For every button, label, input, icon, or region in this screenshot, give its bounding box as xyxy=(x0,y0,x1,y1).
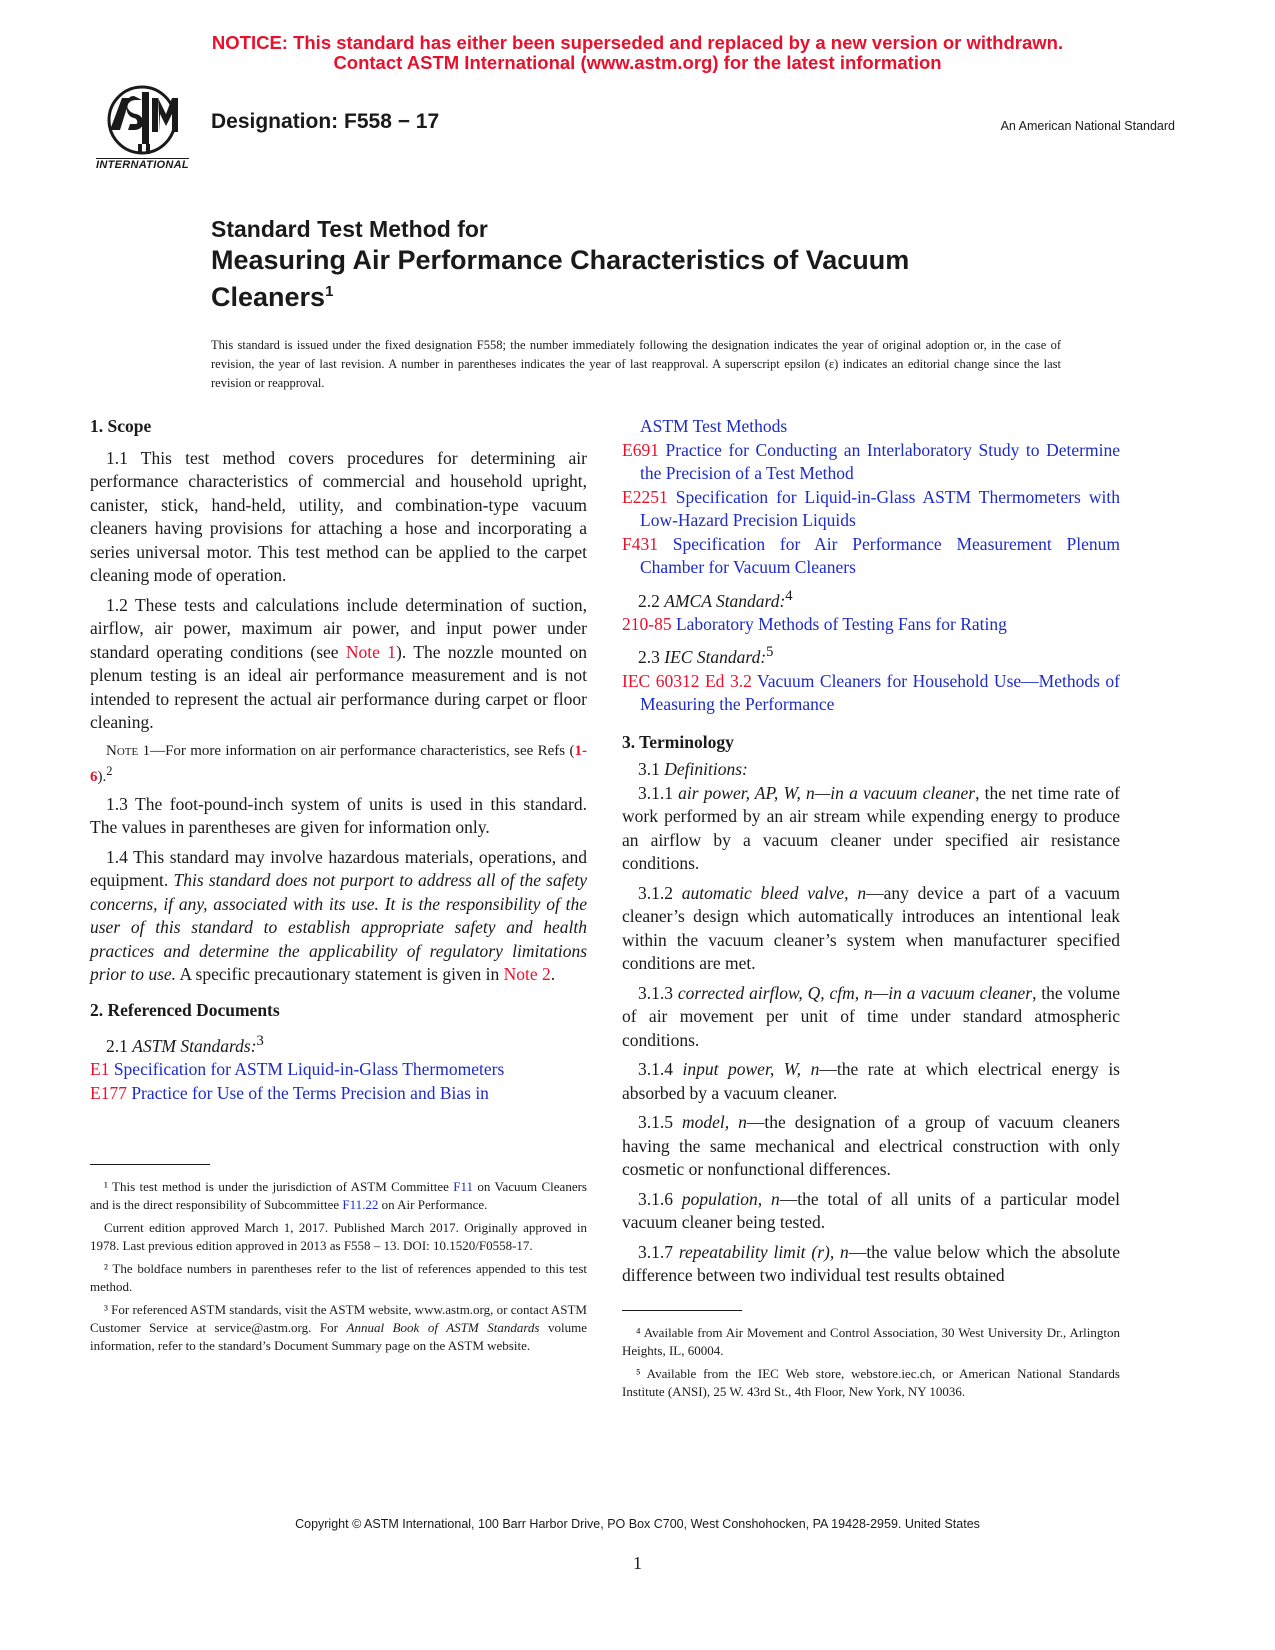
note-2-link[interactable]: Note 2 xyxy=(503,964,551,984)
note-label: Note xyxy=(106,742,139,759)
d313-text: , the volume of air movement per unit of time under standard atmospheric conditions. xyxy=(622,982,1121,1050)
d314-text: —the rate at which electrical energy is absorbed by a vacuum cleaner. xyxy=(622,1059,1120,1103)
paragraph-1-1: 1.1 This test method covers procedures for determining air performance characteristics of commercial and household upright, canister, stick, hand-held, utility, and combination-type vacuum cleaners having provisions for attaching a hose and incorporating a series universal motor. This test method can be applied to the carpet cleaning mode of operation. xyxy=(90,447,587,585)
title-footnote-ref: 1 xyxy=(325,283,334,300)
footnote-ref-3: 3 xyxy=(256,1033,264,1049)
definitions-label: Definitions: xyxy=(664,759,748,780)
document-title xyxy=(211,214,909,313)
footnotes-left xyxy=(90,1178,587,1360)
ref-e1-title[interactable]: Specification for ASTM Liquid-in-Glass Thermometers xyxy=(109,1059,505,1080)
national-standard-label: An American National Standard xyxy=(1000,119,1175,133)
d311-term: air power, AP, W, n—in a vacuum cleaner xyxy=(678,782,976,803)
title-line-1: Standard Test Method for xyxy=(211,216,488,242)
fn1-text-b: on Vacuum Cleaners and is the direct responsibility of Subcommittee xyxy=(90,1179,587,1212)
ref-amca xyxy=(622,613,1120,637)
d315-num: 3.1.5 xyxy=(638,1112,683,1133)
issued-statement: This standard is issued under the fixed designation F558; the number immediately following the designation indicates the year of original adoption or, in the case of revision, the year of last revision. A number in parentheses indicates the year of last reapproval. A superscript epsilon (ε) indicates an editorial change since the last revision or reapproval. xyxy=(211,338,1061,390)
footnotes-right xyxy=(622,1324,1120,1406)
paragraph-1-2 xyxy=(90,594,587,735)
d315-term: model, n xyxy=(682,1112,747,1133)
d317-text: —the value below which the absolute difference between two individual test results obtained xyxy=(622,1241,1121,1286)
title-line-2: Measuring Air Performance Characteristics of Vacuum xyxy=(211,245,910,275)
footnote-1 xyxy=(90,1178,587,1214)
p1-4-text-a: 1.4 This standard may involve hazardous materials, operations, and equipment. xyxy=(90,846,587,890)
d311-text: , the net time rate of work performed by an air stream while expending energy to produce an airflow by a vacuum cleaner under specified air resistance conditions. xyxy=(622,782,1120,874)
footnote-5: ⁵ Available from the IEC Web store, webstore.iec.ch, or American National Standards Institute (ANSI), 25 W. 43rd St., 4th Floor, New York, NY 10036. xyxy=(622,1366,1120,1399)
right-column xyxy=(622,415,1120,1294)
footnote-edition: Current edition approved March 1, 2017. Published March 2017. Originally approved in 1978. Last previous edition approved in 2013 as F558 – 13. DOI: 10.1520/F0558-17. xyxy=(90,1220,587,1253)
definition-3-1-7 xyxy=(622,1241,1120,1288)
d317-num: 3.1.7 xyxy=(638,1241,679,1262)
definition-3-1-1 xyxy=(622,782,1120,876)
d311-num: 3.1.1 xyxy=(638,782,679,803)
note-1-footnote-ref: 2 xyxy=(106,763,113,778)
ref-f431 xyxy=(622,533,1120,580)
ref-e1-code[interactable]: E1 xyxy=(90,1059,110,1080)
d315-text: —the designation of a group of vacuum cleaners having the same mechanical and electrical construction with only cosmetic or nonfunctional differences. xyxy=(622,1112,1120,1180)
d312-term: automatic bleed valve, n xyxy=(681,882,867,903)
d314-num: 3.1.4 xyxy=(638,1059,683,1080)
p2-1-num: 2.1 xyxy=(106,1035,133,1056)
notice-line-1: NOTICE: This standard has either been superseded and replaced by a new version or withdrawn. xyxy=(211,32,1064,53)
ref-e177 xyxy=(90,1082,587,1106)
note-1 xyxy=(90,741,587,787)
section-heading-terminology: 3. Terminology xyxy=(622,731,734,752)
ref-e177-code[interactable]: E177 xyxy=(90,1082,127,1103)
ref-e177-title[interactable]: Practice for Use of the Terms Precision and Bias in xyxy=(126,1082,489,1103)
footnote-ref-4: 4 xyxy=(785,587,793,604)
fn3-text-b: volume information, refer to the standard’s Document Summary page on the ASTM website. xyxy=(90,1320,588,1353)
ref-f431-code[interactable]: F431 xyxy=(622,533,658,554)
p2-2-num: 2.2 xyxy=(638,590,665,611)
footnote-2: ² The boldface numbers in parentheses refer to the list of references appended to this test method. xyxy=(90,1261,587,1294)
notice-line-2: Contact ASTM International (www.astm.org) for the latest information xyxy=(333,52,942,73)
d317-term: repeatability limit (r), n xyxy=(678,1241,849,1262)
definition-3-1-4 xyxy=(622,1058,1120,1105)
d312-num: 3.1.2 xyxy=(638,882,682,903)
title-line-3 xyxy=(211,276,909,313)
paragraph-2-3 xyxy=(622,641,1120,669)
definition-3-1-6 xyxy=(622,1188,1120,1235)
footnote-4: ⁴ Available from Air Movement and Control Association, 30 West University Dr., Arlington Heights, IL, 60004. xyxy=(622,1325,1120,1358)
p1-2-text-a: 1.2 These tests and calculations include determination of suction, airflow, air power, maximum air power, and input power under standard operating conditions (see xyxy=(90,594,587,662)
ref-e691-title[interactable]: Practice for Conducting an Interlaboratory Study to Determine the Precision of a Test Method xyxy=(640,439,1120,483)
subcommittee-link[interactable]: F11.22 xyxy=(342,1197,379,1212)
d314-term: input power, W, n xyxy=(682,1059,820,1080)
ref-iec xyxy=(622,670,1120,717)
ref-amca-code[interactable]: 210-85 xyxy=(622,613,672,634)
definition-3-1-2 xyxy=(622,882,1120,976)
d313-term: corrected airflow, Q, cfm, n—in a vacuum cleaner xyxy=(677,982,1033,1003)
d313-num: 3.1.3 xyxy=(638,982,678,1003)
fn1-text-a: ¹ This test method is under the jurisdiction of ASTM Committee xyxy=(104,1179,454,1194)
fn3-text-a: ³ For referenced ASTM standards, visit the ASTM website, www.astm.org, or contact ASTM Customer Service at service@astm.org. For xyxy=(90,1302,587,1335)
ref-e177-title-cont[interactable]: ASTM Test Methods xyxy=(640,416,788,436)
astm-logo xyxy=(92,84,192,176)
p2-3-num: 2.3 xyxy=(638,647,665,668)
committee-link[interactable]: F11 xyxy=(453,1179,474,1194)
designation: Designation: F558 − 17 xyxy=(211,110,440,133)
note-1-link[interactable]: Note 1 xyxy=(345,641,397,662)
note-1-text-a: 1—For more information on air performance characteristics, see Refs ( xyxy=(138,742,575,759)
paragraph-3-1 xyxy=(622,758,1120,782)
safety-caveat: This standard does not purport to address all of the safety concerns, if any, associated with its use. It is the responsibility of the user of this standard to establish appropriate safety and health practices and determine the applicability of regulatory limitations prior to use. xyxy=(90,870,587,984)
left-column xyxy=(90,415,587,1105)
fn3-italic: Annual Book of ASTM Standards xyxy=(346,1320,540,1335)
d312-text: —any device a part of a vacuum cleaner’s design which automatically introduces an intentional leak within the vacuum cleaner’s system when manufacturer specified conditions are met. xyxy=(622,882,1121,974)
page-number: 1 xyxy=(633,1553,642,1573)
paragraph-1-4 xyxy=(90,846,587,987)
footnote-rule-left xyxy=(90,1164,210,1165)
fn1-text-c: on Air Performance. xyxy=(378,1197,488,1212)
note-1-text-b: ). xyxy=(97,768,107,785)
ref-e2251 xyxy=(622,486,1120,533)
section-heading-scope: 1. Scope xyxy=(90,416,152,436)
d316-text: —the total of all units of a particular model vacuum cleaner being tested. xyxy=(622,1188,1121,1233)
definition-3-1-3 xyxy=(622,982,1120,1053)
refs-link[interactable]: 1-6 xyxy=(90,742,587,785)
definition-3-1-5 xyxy=(622,1111,1120,1182)
ref-e1 xyxy=(90,1058,587,1082)
p1-4-text-c: . xyxy=(550,964,556,984)
p1-2-text-b: ). The nozzle mounted on plenum testing is an ideal air performance measurement and is not intended to represent the actual air performance during carpet or floor cleaning. xyxy=(90,641,587,732)
ref-amca-title[interactable]: Laboratory Methods of Testing Fans for Rating xyxy=(671,613,1007,634)
ref-e177-continued xyxy=(622,415,1120,439)
astm-standards-label: ASTM Standards: xyxy=(132,1035,257,1056)
ref-e2251-code[interactable]: E2251 xyxy=(622,486,668,507)
p1-4-text-b: A specific precautionary statement is given in xyxy=(176,964,504,984)
copyright-footer: Copyright © ASTM International, 100 Barr Harbor Drive, PO Box C700, West Conshohocken, PA 19428-2959. United States xyxy=(295,1517,980,1531)
p3-1-num: 3.1 xyxy=(638,759,665,780)
logo-text: INTERNATIONAL xyxy=(96,159,189,171)
d316-num: 3.1.6 xyxy=(638,1188,682,1209)
paragraph-1-3: 1.3 The foot-pound-inch system of units is used in this standard. The values in parentheses are given for information only. xyxy=(90,793,587,837)
d316-term: population, n xyxy=(681,1188,780,1209)
ref-e691-code[interactable]: E691 xyxy=(622,439,659,460)
footnote-3 xyxy=(90,1301,587,1355)
title-line-3-text: Cleaners xyxy=(211,282,326,312)
paragraph-2-2 xyxy=(622,585,1120,613)
section-heading-referenced-documents: 2. Referenced Documents xyxy=(90,999,280,1020)
ref-iec-code[interactable]: IEC 60312 Ed 3.2 xyxy=(622,670,752,691)
ref-iec-title[interactable]: Vacuum Cleaners for Household Use—Methods of Measuring the Performance xyxy=(640,670,1120,715)
withdrawal-notice xyxy=(0,33,1275,73)
paragraph-2-1 xyxy=(90,1030,587,1058)
ref-e691 xyxy=(622,439,1120,486)
iec-standard-label: IEC Standard: xyxy=(664,647,767,668)
ref-e2251-title[interactable]: Specification for Liquid-in-Glass ASTM Thermometers with Low-Hazard Precision Liquids xyxy=(640,486,1120,530)
footnote-ref-5: 5 xyxy=(766,644,774,661)
footnote-rule-right xyxy=(622,1310,742,1311)
amca-standard-label: AMCA Standard: xyxy=(664,590,786,611)
ref-f431-title[interactable]: Specification for Air Performance Measurement Plenum Chamber for Vacuum Cleaners xyxy=(640,533,1120,577)
